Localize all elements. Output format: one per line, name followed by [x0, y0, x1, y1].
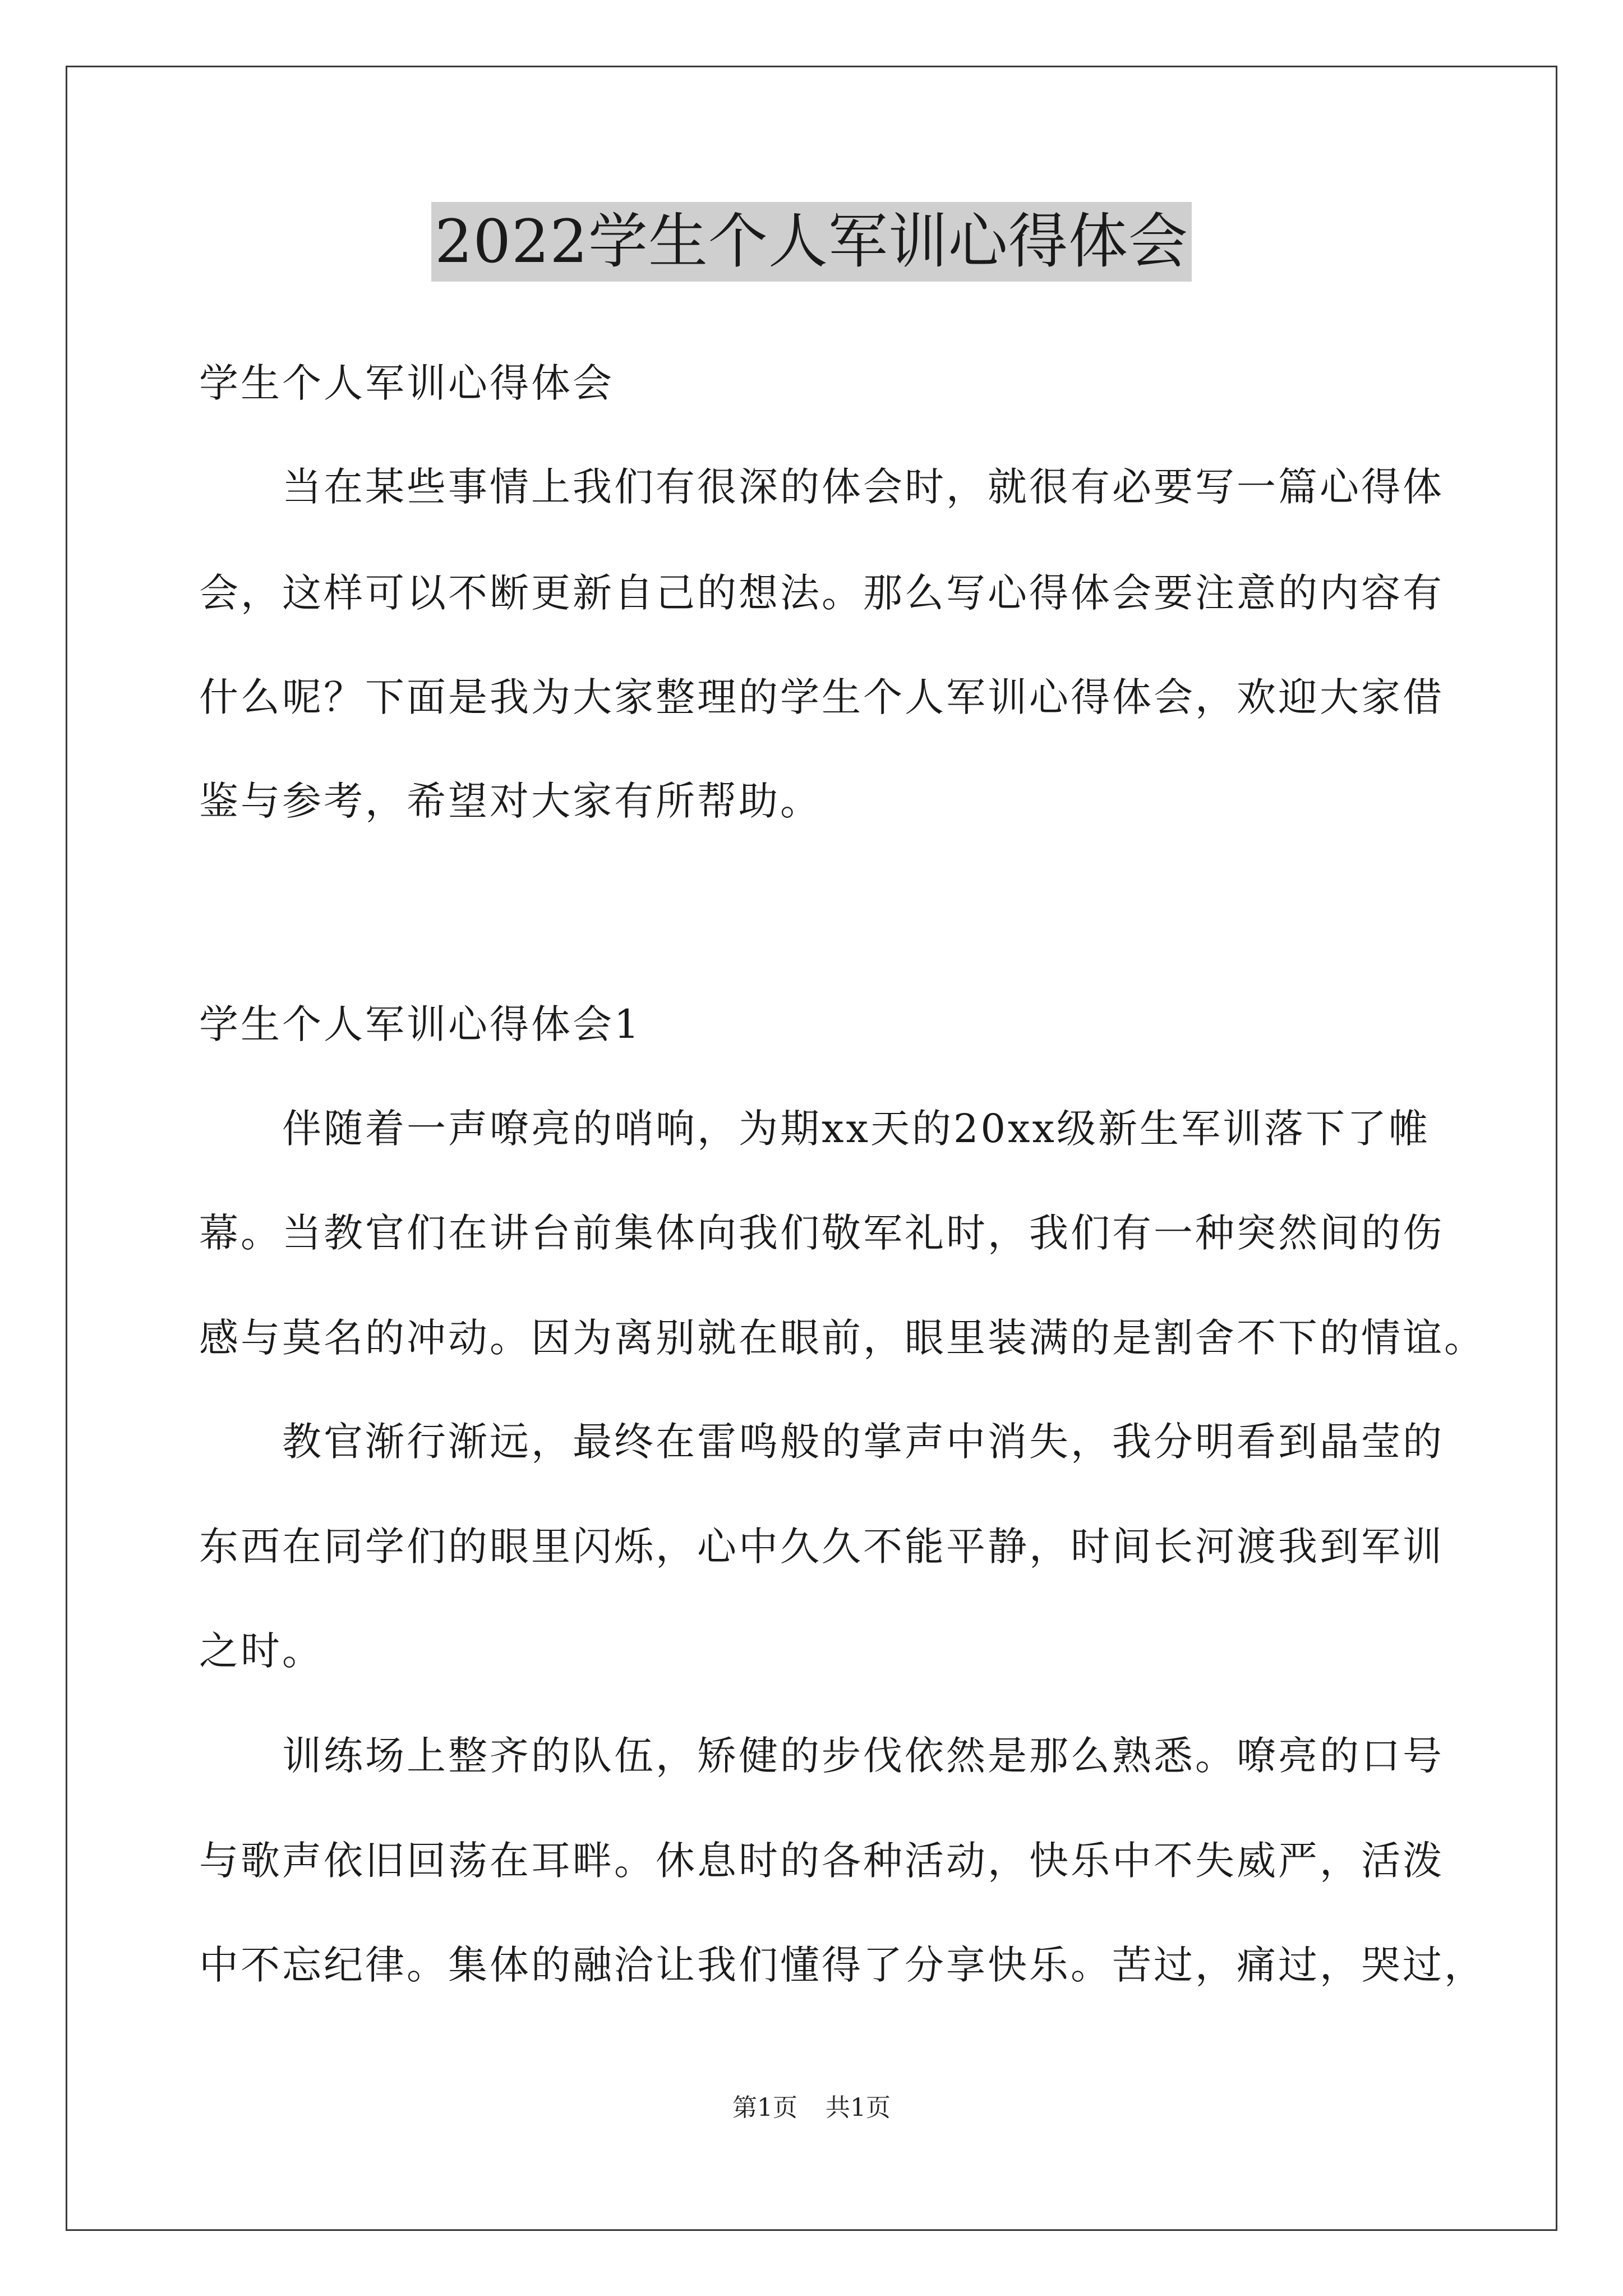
page-number-total: 共1页: [826, 2093, 891, 2122]
paragraph-line: 当在某些事情上我们有很深的体会时，就很有必要写一篇心得体: [282, 464, 1444, 510]
page-number-current: 第1页: [732, 2093, 797, 2122]
paragraph-line: 与歌声依旧回荡在耳畔。休息时的各种活动，快乐中不失威严，活泼: [199, 1838, 1444, 1884]
paragraph-line: 东西在同学们的眼里闪烁，心中久久不能平静，时间长河渡我到军训: [199, 1524, 1444, 1570]
paragraph-line: 会，这样可以不断更新自己的想法。那么写心得体会要注意的内容有: [199, 570, 1444, 616]
paragraph-line: 幕。当教官们在讲台前集体向我们敬军礼时，我们有一种突然间的伤: [199, 1210, 1444, 1256]
title-container: [0, 202, 1623, 282]
paragraph-line: 感与莫名的冲动。因为离别就在眼前，眼里装满的是割舍不下的情谊。: [199, 1315, 1486, 1361]
subtitle-line: 学生个人军训心得体会: [199, 360, 614, 406]
paragraph-line: 什么呢？下面是我为大家整理的学生个人军训心得体会，欢迎大家借: [199, 674, 1444, 720]
paragraph-line: 伴随着一声嘹亮的哨响，为期xx天的20xx级新生军训落下了帷: [282, 1106, 1430, 1152]
page-footer: [0, 2091, 1623, 2125]
paragraph-line: 中不忘纪律。集体的融洽让我们懂得了分享快乐。苦过，痛过，哭过，: [199, 1942, 1486, 1988]
paragraph-line: 之时。: [199, 1628, 324, 1674]
paragraph-line: 教官渐行渐远，最终在雷鸣般的掌声中消失，我分明看到晶莹的: [282, 1419, 1444, 1465]
document-title: 2022学生个人军训心得体会: [431, 202, 1192, 282]
paragraph-line: 鉴与参考，希望对大家有所帮助。: [199, 778, 822, 824]
section-heading: 学生个人军训心得体会1: [199, 1001, 642, 1047]
paragraph-line: 训练场上整齐的队伍，矫健的步伐依然是那么熟悉。嘹亮的口号: [282, 1733, 1444, 1779]
